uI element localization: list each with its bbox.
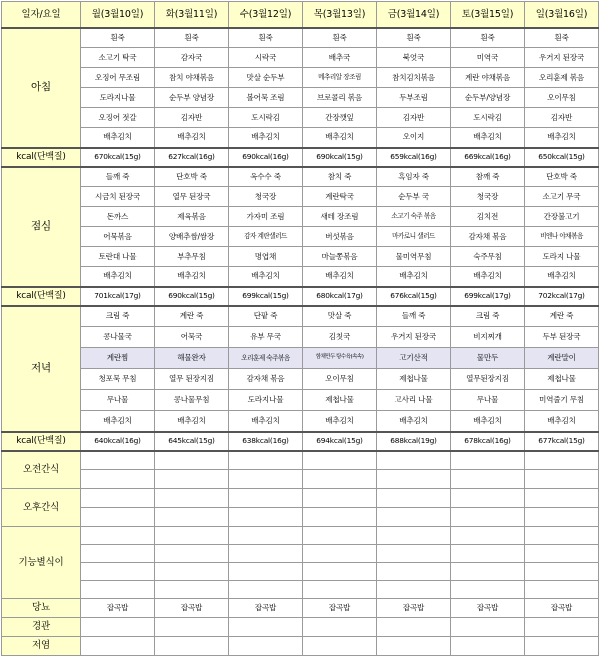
empty-cell — [155, 563, 229, 581]
menu-cell: 소고기 탁국 — [81, 48, 155, 68]
menu-cell: 배추김치 — [155, 128, 229, 148]
menu-cell: 김칫국 — [303, 327, 377, 348]
empty-cell — [451, 637, 525, 656]
menu-cell: 돈까스 — [81, 207, 155, 227]
kcal-value: 690kcal(15g) — [155, 287, 229, 306]
menu-cell: 마늘쫑볶음 — [303, 247, 377, 267]
menu-row — [2, 68, 599, 88]
kcal-value: 690kcal(15g) — [303, 148, 377, 167]
menu-cell: 계란말이 — [525, 348, 599, 369]
menu-cell: 토란대 나물 — [81, 247, 155, 267]
empty-cell — [377, 637, 451, 656]
menu-cell: 시락국 — [229, 48, 303, 68]
diabetes-cell: 잡곡밥 — [377, 599, 451, 618]
diabetes-cell: 잡곡밥 — [303, 599, 377, 618]
tube-feeding-label: 경관 — [2, 618, 81, 637]
kcal-row — [2, 432, 599, 451]
kcal-row — [2, 148, 599, 167]
corner-header: 일자/요일 — [2, 2, 81, 28]
menu-cell: 흰죽 — [303, 28, 377, 48]
menu-cell: 오이무침 — [303, 369, 377, 390]
functional-diet-label: 기능별식이 — [2, 527, 81, 599]
menu-cell: 계란탁국 — [303, 187, 377, 207]
empty-cell — [303, 545, 377, 563]
menu-cell: 청포묵 무침 — [81, 369, 155, 390]
day-header: 수(3월12일) — [229, 2, 303, 28]
menu-cell: 참치 야채볶음 — [155, 68, 229, 88]
empty-cell — [525, 618, 599, 637]
empty-cell — [451, 545, 525, 563]
menu-cell: 흰죽 — [81, 28, 155, 48]
menu-cell: 오리훈제 숙주볶음 — [229, 348, 303, 369]
kcal-value: 690kcal(16g) — [229, 148, 303, 167]
empty-cell — [155, 618, 229, 637]
menu-cell: 김치전 — [451, 207, 525, 227]
empty-cell — [451, 508, 525, 527]
menu-row — [2, 48, 599, 68]
menu-cell: 오징어 젓갈 — [81, 108, 155, 128]
low-sodium-label: 저염 — [2, 637, 81, 656]
menu-row-highlighted — [2, 348, 599, 369]
menu-cell: 양배추쌈/쌈장 — [155, 227, 229, 247]
empty-cell — [229, 527, 303, 545]
empty-cell — [81, 470, 155, 489]
menu-cell: 물미역무침 — [377, 247, 451, 267]
menu-cell: 소고기 숙주 볶음 — [377, 207, 451, 227]
menu-cell: 오이무침 — [525, 88, 599, 108]
menu-cell: 단호박 죽 — [155, 167, 229, 187]
menu-cell: 고사리 나물 — [377, 390, 451, 411]
empty-cell — [229, 489, 303, 508]
morning-snack-label: 오전간식 — [2, 451, 81, 489]
day-header: 금(3월14일) — [377, 2, 451, 28]
menu-cell: 두부조림 — [377, 88, 451, 108]
menu-cell: 볼어묵 조림 — [229, 88, 303, 108]
kcal-label: kcal(단백질) — [2, 148, 81, 167]
menu-cell: 우거지 된장국 — [525, 48, 599, 68]
menu-row — [2, 306, 599, 327]
menu-row — [2, 327, 599, 348]
menu-row — [2, 207, 599, 227]
menu-cell: 열무된장지짐 — [451, 369, 525, 390]
menu-cell: 배추김치 — [155, 411, 229, 432]
menu-cell: 흰죽 — [377, 28, 451, 48]
menu-row — [2, 108, 599, 128]
day-header: 화(3월11일) — [155, 2, 229, 28]
menu-cell: 제첩나물 — [377, 369, 451, 390]
empty-cell — [155, 527, 229, 545]
empty-cell — [81, 563, 155, 581]
blank-row — [2, 527, 599, 545]
menu-cell: 우거지 된장국 — [377, 327, 451, 348]
menu-cell: 제첩나물 — [303, 390, 377, 411]
menu-cell: 두부 된장국 — [525, 327, 599, 348]
diabetes-label: 당뇨 — [2, 599, 81, 618]
kcal-value: 701kcal(17g) — [81, 287, 155, 306]
menu-cell: 어묵국 — [155, 327, 229, 348]
menu-cell: 도라지나물 — [229, 390, 303, 411]
menu-cell: 옥수수 죽 — [229, 167, 303, 187]
empty-cell — [525, 451, 599, 470]
kcal-value: 680kcal(17g) — [303, 287, 377, 306]
kcal-value: 699kcal(17g) — [451, 287, 525, 306]
menu-cell: 숙주무침 — [451, 247, 525, 267]
menu-cell: 맛살 순두부 — [229, 68, 303, 88]
menu-cell: 배추김치 — [525, 411, 599, 432]
menu-cell: 배추김치 — [155, 267, 229, 287]
menu-cell: 부추무침 — [155, 247, 229, 267]
empty-cell — [229, 451, 303, 470]
empty-cell — [155, 637, 229, 656]
empty-cell — [451, 527, 525, 545]
kcal-value: 694kcal(15g) — [303, 432, 377, 451]
menu-cell: 가자미 조림 — [229, 207, 303, 227]
empty-cell — [81, 489, 155, 508]
menu-cell: 참치김치볶음 — [377, 68, 451, 88]
menu-cell: 무나물 — [451, 390, 525, 411]
empty-cell — [377, 508, 451, 527]
menu-cell: 오리훈제 볶음 — [525, 68, 599, 88]
menu-cell: 흰죽 — [155, 28, 229, 48]
menu-cell: 배추김치 — [451, 411, 525, 432]
empty-cell — [451, 489, 525, 508]
menu-cell: 순두부 국 — [377, 187, 451, 207]
menu-cell: 계란 야채볶음 — [451, 68, 525, 88]
empty-cell — [229, 545, 303, 563]
empty-cell — [81, 637, 155, 656]
blank-row — [2, 489, 599, 508]
empty-cell — [525, 563, 599, 581]
breakfast-label: 아침 — [2, 28, 81, 148]
empty-cell — [229, 508, 303, 527]
kcal-label: kcal(단백질) — [2, 287, 81, 306]
empty-cell — [155, 545, 229, 563]
kcal-value: 645kcal(15g) — [155, 432, 229, 451]
menu-cell: 물만두 — [451, 348, 525, 369]
empty-cell — [525, 581, 599, 599]
kcal-value: 650kcal(15g) — [525, 148, 599, 167]
menu-cell: 배추김치 — [377, 411, 451, 432]
menu-cell: 무나물 — [81, 390, 155, 411]
menu-cell: 계란찜 — [81, 348, 155, 369]
header-row — [2, 2, 599, 28]
menu-cell: 유부 무국 — [229, 327, 303, 348]
empty-cell — [81, 545, 155, 563]
kcal-value: 669kcal(16g) — [451, 148, 525, 167]
kcal-value: 640kcal(16g) — [81, 432, 155, 451]
menu-cell: 참치 죽 — [303, 167, 377, 187]
empty-cell — [525, 545, 599, 563]
empty-cell — [155, 508, 229, 527]
blank-row — [2, 545, 599, 563]
lunch-label: 점심 — [2, 167, 81, 287]
menu-cell: 간장불고기 — [525, 207, 599, 227]
menu-cell: 배추김치 — [81, 411, 155, 432]
day-header: 목(3월13일) — [303, 2, 377, 28]
menu-cell: 마카로니 샐러드 — [377, 227, 451, 247]
diabetes-cell: 잡곡밥 — [525, 599, 599, 618]
menu-cell: 단팥 죽 — [229, 306, 303, 327]
menu-cell: 감자채 볶음 — [229, 369, 303, 390]
day-header: 일(3월16일) — [525, 2, 599, 28]
empty-cell — [377, 470, 451, 489]
menu-cell: 새테 장조림 — [303, 207, 377, 227]
menu-cell: 김자반 — [525, 108, 599, 128]
menu-cell: 단호박 죽 — [525, 167, 599, 187]
afternoon-snack-label: 오후간식 — [2, 489, 81, 527]
menu-cell: 도시락김 — [451, 108, 525, 128]
menu-row — [2, 411, 599, 432]
empty-cell — [229, 581, 303, 599]
empty-cell — [155, 489, 229, 508]
kcal-row — [2, 287, 599, 306]
menu-cell: 감자채 볶음 — [451, 227, 525, 247]
menu-cell: 김자반 — [377, 108, 451, 128]
empty-cell — [303, 451, 377, 470]
diabetes-cell: 잡곡밥 — [155, 599, 229, 618]
empty-cell — [377, 527, 451, 545]
empty-cell — [229, 618, 303, 637]
kcal-value: 638kcal(16g) — [229, 432, 303, 451]
menu-cell: 소고기 무국 — [525, 187, 599, 207]
diabetes-cell: 잡곡밥 — [229, 599, 303, 618]
menu-cell: 감자 계란샐러드 — [229, 227, 303, 247]
menu-cell: 청국장 — [451, 187, 525, 207]
menu-cell: 순두부 양념장 — [155, 88, 229, 108]
menu-row — [2, 227, 599, 247]
empty-cell — [525, 508, 599, 527]
empty-cell — [303, 618, 377, 637]
menu-cell: 어묵볶음 — [81, 227, 155, 247]
menu-cell: 오이지 — [377, 128, 451, 148]
empty-cell — [303, 563, 377, 581]
blank-row — [2, 451, 599, 470]
menu-row — [2, 187, 599, 207]
menu-row — [2, 28, 599, 48]
menu-cell: 들깨 죽 — [81, 167, 155, 187]
menu-cell: 계란 죽 — [525, 306, 599, 327]
menu-cell: 배추김치 — [229, 411, 303, 432]
empty-cell — [81, 451, 155, 470]
empty-cell — [303, 470, 377, 489]
empty-cell — [451, 470, 525, 489]
menu-cell: 배추김치 — [229, 267, 303, 287]
empty-cell — [451, 581, 525, 599]
kcal-value: 676kcal(15g) — [377, 287, 451, 306]
menu-row — [2, 390, 599, 411]
day-header: 월(3월10일) — [81, 2, 155, 28]
menu-cell: 미역국 — [451, 48, 525, 68]
empty-cell — [451, 618, 525, 637]
menu-cell: 오징어 무조림 — [81, 68, 155, 88]
blank-row — [2, 470, 599, 489]
kcal-value: 627kcal(16g) — [155, 148, 229, 167]
menu-row — [2, 88, 599, 108]
menu-cell: 배추김치 — [81, 128, 155, 148]
menu-cell: 비지찌개 — [451, 327, 525, 348]
empty-cell — [303, 489, 377, 508]
menu-cell: 김자반 — [155, 108, 229, 128]
empty-cell — [229, 470, 303, 489]
menu-cell: 버섯볶음 — [303, 227, 377, 247]
menu-cell: 시금치 된장국 — [81, 187, 155, 207]
menu-cell: 배추김치 — [451, 128, 525, 148]
blank-row — [2, 563, 599, 581]
empty-cell — [525, 637, 599, 656]
empty-cell — [525, 489, 599, 508]
empty-cell — [377, 451, 451, 470]
menu-row — [2, 369, 599, 390]
menu-cell: 미역줄기 무침 — [525, 390, 599, 411]
blank-row — [2, 508, 599, 527]
menu-cell: 도시락김 — [229, 108, 303, 128]
menu-cell: 브로콜리 볶음 — [303, 88, 377, 108]
menu-cell: 들깨 죽 — [377, 306, 451, 327]
dinner-label: 저녁 — [2, 306, 81, 432]
tube-row — [2, 618, 599, 637]
empty-cell — [81, 527, 155, 545]
empty-cell — [229, 563, 303, 581]
menu-cell: 간장깻잎 — [303, 108, 377, 128]
menu-cell: 흑임자 죽 — [377, 167, 451, 187]
menu-cell: 참깨 죽 — [451, 167, 525, 187]
menu-cell: 메추리알 장조림 — [303, 68, 377, 88]
menu-cell: 함채만두 탕수육(속속) — [303, 348, 377, 369]
low-sodium-row — [2, 637, 599, 656]
menu-cell: 배추김치 — [303, 411, 377, 432]
menu-cell: 북엇국 — [377, 48, 451, 68]
menu-cell: 감자국 — [155, 48, 229, 68]
weekly-meal-table — [1, 1, 599, 656]
menu-cell: 배추김치 — [377, 267, 451, 287]
diabetes-cell: 잡곡밥 — [81, 599, 155, 618]
menu-cell: 해물완자 — [155, 348, 229, 369]
menu-row — [2, 267, 599, 287]
menu-cell: 콩나물무침 — [155, 390, 229, 411]
menu-cell: 배추김치 — [525, 128, 599, 148]
empty-cell — [155, 451, 229, 470]
menu-row — [2, 247, 599, 267]
empty-cell — [155, 581, 229, 599]
menu-cell: 배추김치 — [229, 128, 303, 148]
empty-cell — [377, 489, 451, 508]
kcal-value: 678kcal(16g) — [451, 432, 525, 451]
menu-cell: 도라지 나물 — [525, 247, 599, 267]
empty-cell — [303, 637, 377, 656]
menu-cell: 비엔나 야채볶음 — [525, 227, 599, 247]
menu-cell: 흰죽 — [525, 28, 599, 48]
empty-cell — [303, 527, 377, 545]
kcal-value: 677kcal(15g) — [525, 432, 599, 451]
kcal-value: 659kcal(16g) — [377, 148, 451, 167]
menu-cell: 맛살 죽 — [303, 306, 377, 327]
empty-cell — [303, 508, 377, 527]
menu-cell: 계란 죽 — [155, 306, 229, 327]
kcal-value: 699kcal(15g) — [229, 287, 303, 306]
menu-cell: 제육볶음 — [155, 207, 229, 227]
empty-cell — [303, 581, 377, 599]
menu-cell: 배추김치 — [303, 128, 377, 148]
empty-cell — [155, 470, 229, 489]
diabetes-cell: 잡곡밥 — [451, 599, 525, 618]
menu-cell: 크림 죽 — [451, 306, 525, 327]
empty-cell — [451, 451, 525, 470]
kcal-label: kcal(단백질) — [2, 432, 81, 451]
kcal-value: 670kcal(15g) — [81, 148, 155, 167]
menu-row — [2, 167, 599, 187]
menu-cell: 순두부/양념장 — [451, 88, 525, 108]
empty-cell — [377, 618, 451, 637]
kcal-value: 702kcal(17g) — [525, 287, 599, 306]
menu-cell: 크림 죽 — [81, 306, 155, 327]
empty-cell — [451, 563, 525, 581]
empty-cell — [377, 581, 451, 599]
menu-cell: 배추국 — [303, 48, 377, 68]
empty-cell — [525, 527, 599, 545]
menu-cell: 배추김치 — [81, 267, 155, 287]
menu-cell: 배추김치 — [303, 267, 377, 287]
menu-cell: 고기산적 — [377, 348, 451, 369]
empty-cell — [81, 581, 155, 599]
menu-cell: 배추김치 — [525, 267, 599, 287]
menu-cell: 제첩나물 — [525, 369, 599, 390]
empty-cell — [81, 618, 155, 637]
empty-cell — [377, 563, 451, 581]
menu-cell: 열무 된장지짐 — [155, 369, 229, 390]
empty-cell — [525, 470, 599, 489]
menu-cell: 흰죽 — [229, 28, 303, 48]
menu-cell: 명엽채 — [229, 247, 303, 267]
empty-cell — [377, 545, 451, 563]
blank-row — [2, 581, 599, 599]
menu-cell: 배추김치 — [451, 267, 525, 287]
menu-row — [2, 128, 599, 148]
menu-cell: 청국장 — [229, 187, 303, 207]
empty-cell — [81, 508, 155, 527]
diabetes-row — [2, 599, 599, 618]
menu-cell: 흰죽 — [451, 28, 525, 48]
menu-cell: 도라지나물 — [81, 88, 155, 108]
kcal-value: 688kcal(19g) — [377, 432, 451, 451]
day-header: 토(3월15일) — [451, 2, 525, 28]
menu-cell: 콩나물국 — [81, 327, 155, 348]
menu-cell: 열무 된장국 — [155, 187, 229, 207]
empty-cell — [229, 637, 303, 656]
